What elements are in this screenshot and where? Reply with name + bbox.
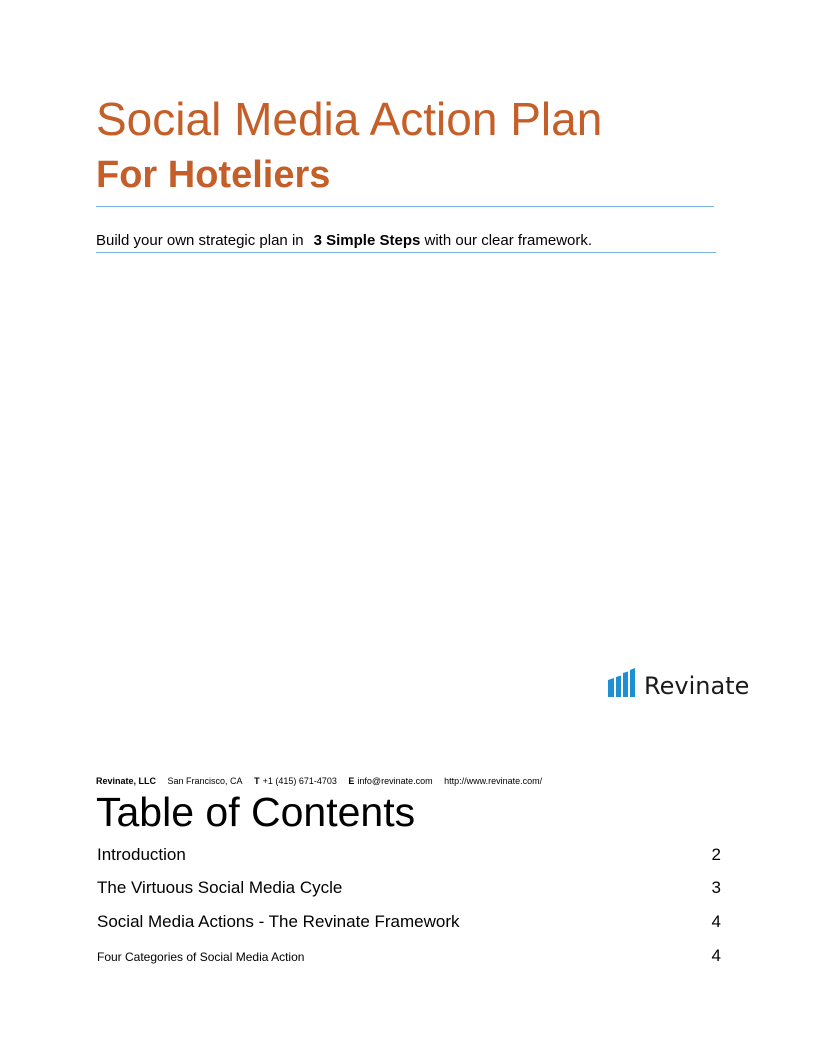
toc-entry-framework — [97, 912, 721, 932]
revinate-logo — [608, 668, 750, 700]
tagline-outro: with our clear framework. — [424, 232, 593, 249]
bar-chart-logo-icon — [608, 668, 635, 697]
toc-entry-four-categories — [97, 946, 721, 966]
toc-entry-page: 2 — [711, 845, 721, 864]
toc-entry-page: 4 — [711, 912, 721, 931]
document-title: Social Media Action Plan — [96, 93, 603, 145]
email-label: E — [348, 776, 355, 786]
email-address: info@revinate.com — [357, 776, 433, 786]
toc-entry-page: 4 — [711, 946, 721, 965]
logo-wordmark: Revinate — [644, 672, 750, 700]
toc-entry-label: Introduction — [97, 845, 186, 864]
toc-entry-virtuous-cycle — [97, 878, 721, 898]
phone-number: +1 (415) 671-4703 — [262, 776, 337, 786]
document-subtitle: For Hoteliers — [96, 154, 331, 196]
tagline-intro: Build your own strategic plan in — [96, 232, 304, 249]
toc-entry-label: The Virtuous Social Media Cycle — [97, 878, 343, 897]
company-location: San Francisco, CA — [167, 776, 243, 786]
toc-title: Table of Contents — [96, 789, 416, 835]
website-link: http://www.revinate.com/ — [444, 776, 543, 786]
tagline-emphasis: 3 Simple Steps — [313, 232, 421, 249]
toc-entry-label: Social Media Actions - The Revinate Framework — [97, 912, 460, 931]
title-divider — [96, 206, 714, 207]
toc-entry-introduction — [97, 845, 721, 865]
phone-label: T — [254, 776, 260, 786]
toc-entry-page: 3 — [711, 878, 721, 897]
tagline — [96, 233, 592, 248]
contact-line — [96, 777, 551, 786]
tagline-divider — [96, 252, 716, 253]
toc-entry-label: Four Categories of Social Media Action — [97, 950, 305, 964]
company-name: Revinate, LLC — [96, 776, 157, 786]
